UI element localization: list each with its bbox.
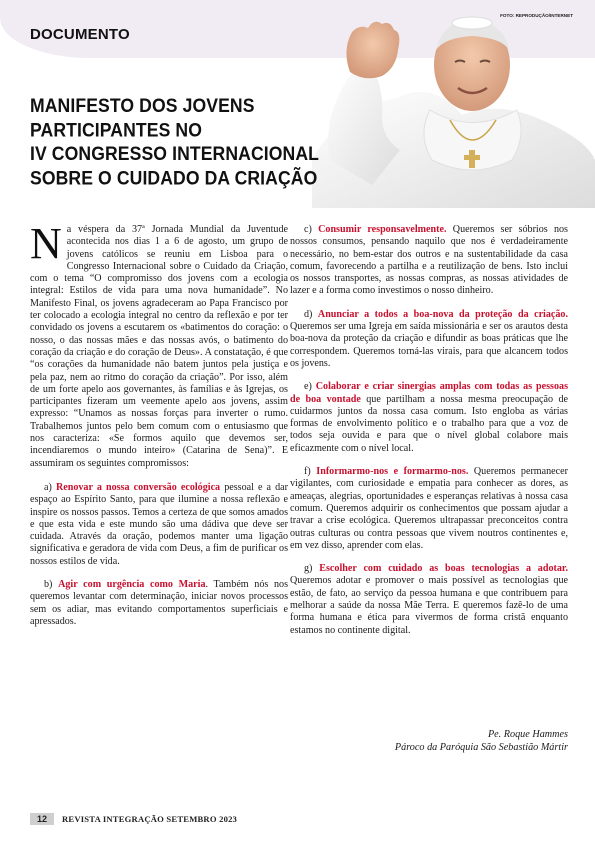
signature [300,729,568,754]
commitment-highlight: Renovar a nossa conversão ecológica [55,481,221,493]
commitment-text: que partilham a nossa mesma preocupação de cuidarmos juntos da nossa casa comum. Isto engloba as várias formas de envolvimento político e o trabalho para que a voz de todos seja ouvida e para que o nível global colabore mais eficazmente com o nível local. [290,393,568,454]
headline-line: IV CONGRESSO INTERNACIONAL [30,142,320,165]
commitment-c [290,224,568,298]
commitment-highlight: Escolher com cuidado as boas tecnologias a adotar. [319,563,568,575]
commitment-letter: g) [304,563,313,575]
left-column [30,219,288,639]
publication-name: REVISTA INTEGRAÇÃO SETEMBRO 2023 [62,814,238,824]
commitment-text: Queremos ser sóbrios nos nossos consumos, pensando naquilo que nos é verdadeiramente necessário, no bem-estar dos outros e na sustentabilidade da casa comum, favorecendo a partilha e a reutilização de bens. Isto inclui os nossos transportes, as nossas compras, as nossas atividades de lazer e a forma como investimos o nosso dinheiro. [290,224,568,297]
commitment-a [30,482,288,568]
commitment-highlight: Colaborar e criar sinergias amplas com todas as pessoas de boa vontade [290,381,569,405]
headline-line: PARTICIPANTES NO [30,118,203,141]
right-column [290,224,568,648]
commitment-highlight: Agir com urgência como Maria [58,579,206,591]
intro-paragraph [30,219,288,470]
page-number: 12 [30,813,54,825]
commitment-letter: e) [304,381,312,393]
pope-waving-photo [312,10,595,208]
dropcap: N [30,219,62,268]
commitment-letter: d) [304,308,313,320]
commitment-text: pessoal e a dar espaço ao Espírito Santo, para que ilumine a nossa reflexão e inspire os nossos passos. Temos a certeza de que somos amados e que esta vida e este mundo são uma dádiva que deve ser cuidada. Através da oração, podemos manter uma ligação significativa e geradora de vida com Deus, a fim de purificar os nossos estilos de vida. [30,481,288,567]
commitment-text: Queremos ser uma Igreja em saída missionária e ser os arautos desta boa-nova da proteção da criação e difundir as boas práticas que lhe correspondem. Queremos torná-las virais, para que alcancem todos os jovens. [290,321,568,369]
commitment-letter: f) [304,466,311,478]
commitment-g [290,563,568,637]
headline-line: SOBRE O CUIDADO DA CRIAÇÃO [30,166,318,189]
commitment-text: Queremos adotar e promover o mais possível as tecnologias que estão, de fato, ao serviço da pessoa humana e que contribuem para melhorar a saúde da nossa Mãe Terra. E queremos fazê-lo de uma forma humana e ética para vivermos de forma cristã enquanto estamos no continente digital. [290,575,568,636]
photo-credit: FOTO: REPRODUÇÃO/INTERNET [500,13,573,18]
commitment-b [30,579,288,628]
commitment-highlight: Informarmo-nos e formarmo-nos. [316,466,469,478]
commitment-d [290,309,568,370]
commitment-f [290,466,568,552]
commitment-letter: a) [44,481,52,493]
commitment-letter: c) [304,224,312,235]
section-label: DOCUMENTO [30,26,130,43]
signature-role: Pároco da Paróquia São Sebastião Mártir [394,741,568,753]
commitment-text: Queremos permanecer vigilantes, com curiosidade e empatia para conhecer as dores, as ameaças, alegrias, oportunidades e esperanças relativas à nossa casa comum. Queremos adquirir os conhecimentos que possam ajudar a travar a crise ecológica. Queremos ultrapassar preconceitos contra outras culturas ou contra pessoas que vivem noutros continentes e, em vez disso, aprender com elas. [290,466,568,551]
commitment-text: . Também nós nos queremos levantar com determinação, iniciar novos processos sem os adiar, mas evitando comportamentos superficiais e apressados. [30,579,288,627]
intro-text: a véspera da 37ª Jornada Mundial da Juventude acontecida nos dias 1 a 6 de agosto, um grupo de jovens católicos se reuniu em Lisboa para o Congresso Internacional sobre o Cuidado da Criação, com o tema “O compromisso dos jovens com a ecologia integral: Estilos de vida para uma nova humanidade”. No Manifesto Final, os jovens agradeceram ao Papa Francisco por ter colocado a ecologia integral no centro da reflexão e por ter convidado os jovens a escutarem os «batimentos do coração: o nosso, o das nossas mães e das nossas avós, o batimento do coração da criação e do coração de Deus». A constatação, é que “os corações da humanidade não batem juntos pela justiça e pela paz, nem ao ritmo do coração da criação”. Por isso, além de um forte apelo aos governantes, às famílias e às Igrejas, os participantes fizeram um veemente apelo aos jovens, assim expresso: “Unamos as nossas forças para inverter o rumo. Trabalhemos juntos pelo bem comum com o entusiasmo que nos caracteriza: «Se formos aquilo que devemos ser, incendiaremos o mundo inteiro» (Catarina de Sena)”. E assumiram os seguintes compromissos: [30,224,288,469]
article-headline [30,94,320,190]
signature-name: Pe. Roque Hammes [487,729,568,740]
headline-line: MANIFESTO DOS JOVENS [30,94,255,117]
page-footer [30,812,237,826]
commitment-e [290,381,568,455]
commitment-highlight: Anunciar a todos a boa-nova da proteção da criação. [317,308,568,320]
commitment-letter: b) [44,579,53,591]
commitment-highlight: Consumir responsavelmente. [318,224,447,235]
